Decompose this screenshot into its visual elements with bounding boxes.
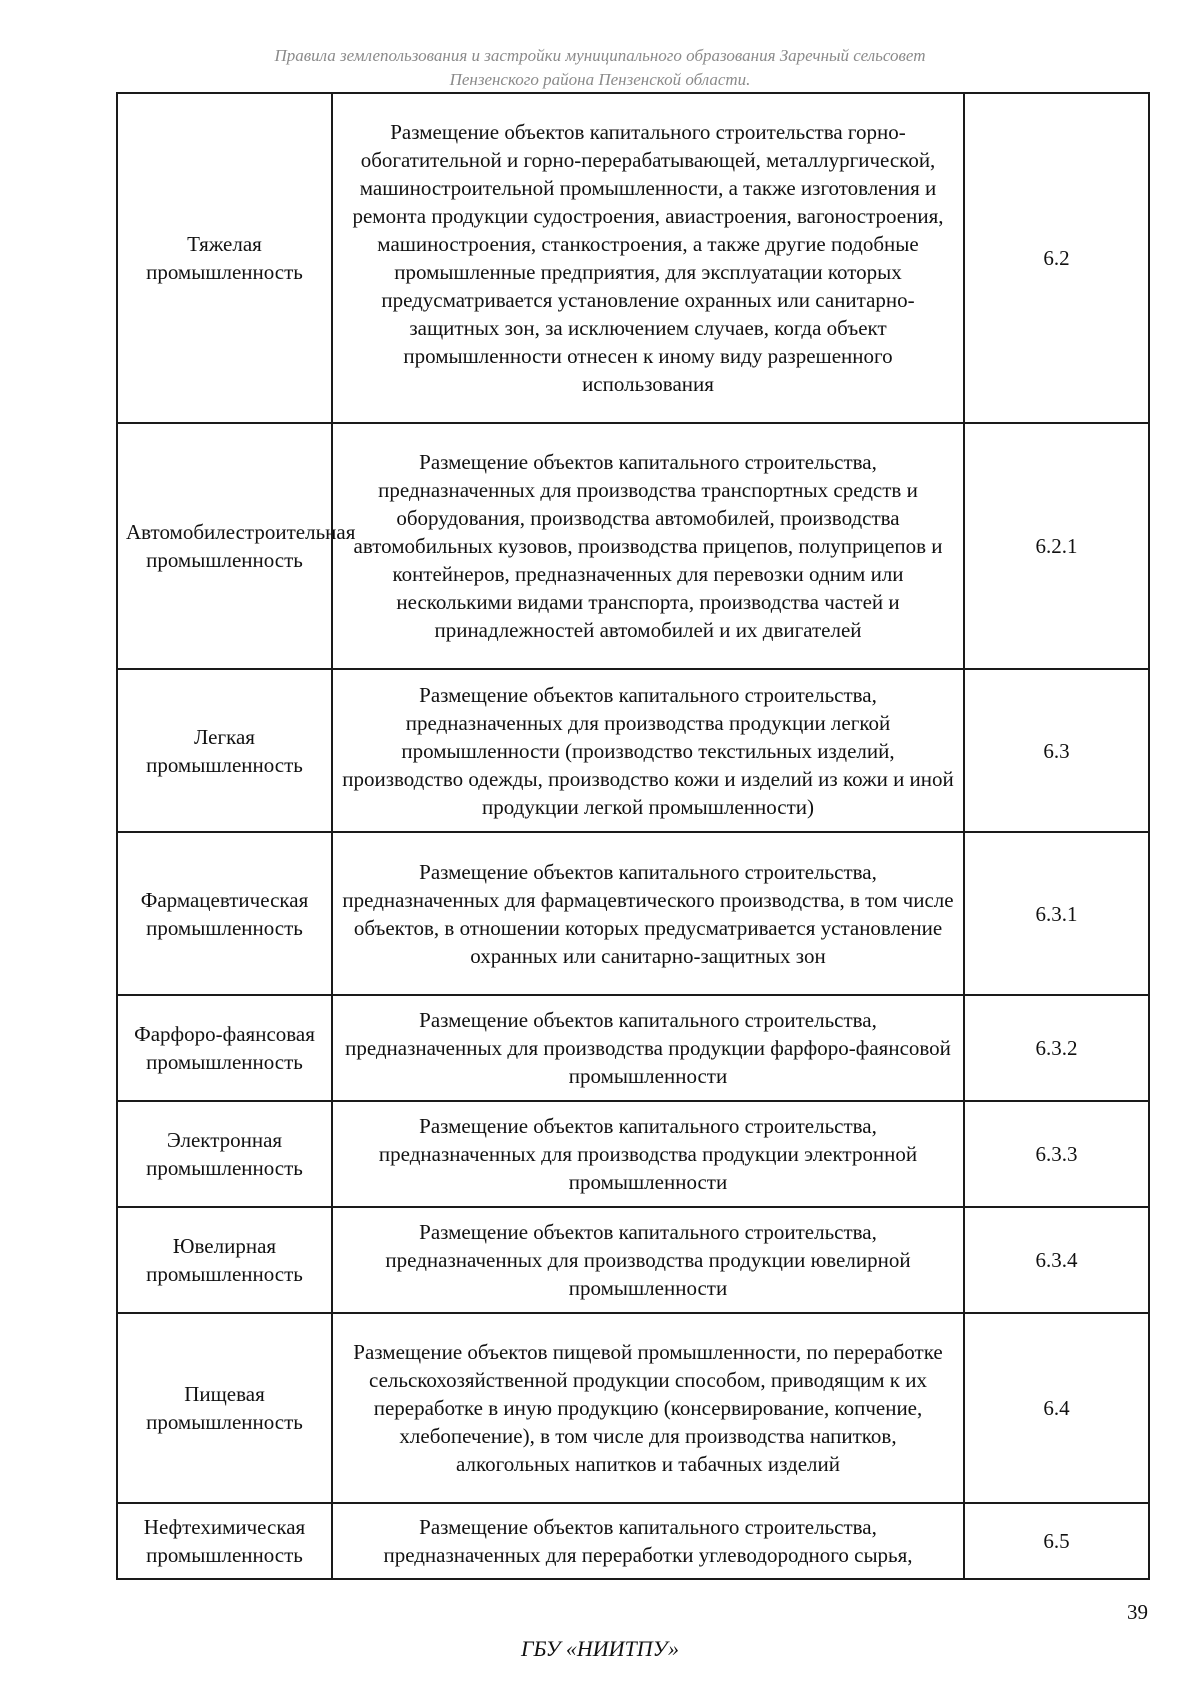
use-description-cell: Размещение объектов капитального строительства, предназначенных для производства продукции ювелирной промышленности bbox=[332, 1207, 964, 1313]
table-row bbox=[117, 832, 1149, 995]
use-description-cell: Размещение объектов капитального строительства, предназначенных для производства транспортных средств и оборудования, производства автомобилей, производства автомобильных кузовов, производства прицепов, полуприцепов и контейнеров, предназначенных для перевозки одним или несколькими видами транспорта, производства частей и принадлежностей автомобилей и их двигателей bbox=[332, 423, 964, 669]
use-name-cell: Нефтехимическая промышленность bbox=[117, 1503, 332, 1579]
table-row bbox=[117, 93, 1149, 423]
use-name-cell: Фармацевтическая промышленность bbox=[117, 832, 332, 995]
header-line-1: Правила землепользования и застройки муниципального образования Заречный сельсовет bbox=[274, 46, 926, 65]
use-code-cell: 6.2.1 bbox=[964, 423, 1149, 669]
use-description-cell: Размещение объектов пищевой промышленности, по переработке сельскохозяйственной продукции способом, приводящим к их переработке в иную продукцию (консервирование, копчение, хлебопечение), в том числе для производства напитков, алкогольных напитков и табачных изделий bbox=[332, 1313, 964, 1503]
page-footer: ГБУ «НИИТПУ» bbox=[520, 1636, 680, 1661]
use-name-cell: Фарфоро-фаянсовая промышленность bbox=[117, 995, 332, 1101]
table-row bbox=[117, 1101, 1149, 1207]
page-header bbox=[200, 44, 1000, 92]
use-name-cell: Легкая промышленность bbox=[117, 669, 332, 832]
use-code-cell: 6.3 bbox=[964, 669, 1149, 832]
use-description-cell: Размещение объектов капитального строительства, предназначенных для производства продукции электронной промышленности bbox=[332, 1101, 964, 1207]
use-code-cell: 6.3.3 bbox=[964, 1101, 1149, 1207]
use-description-cell: Размещение объектов капитального строительства, предназначенных для переработки углеводородного сырья, bbox=[332, 1503, 964, 1579]
use-code-cell: 6.4 bbox=[964, 1313, 1149, 1503]
table-row bbox=[117, 1207, 1149, 1313]
use-name-cell: Автомобилестроительная промышленность bbox=[117, 423, 332, 669]
use-code-cell: 6.2 bbox=[964, 93, 1149, 423]
table-row bbox=[117, 423, 1149, 669]
use-code-cell: 6.3.1 bbox=[964, 832, 1149, 995]
table-row bbox=[117, 995, 1149, 1101]
use-code-cell: 6.3.4 bbox=[964, 1207, 1149, 1313]
use-code-cell: 6.5 bbox=[964, 1503, 1149, 1579]
use-name-cell: Пищевая промышленность bbox=[117, 1313, 332, 1503]
land-use-table bbox=[116, 92, 1150, 1580]
use-code-cell: 6.3.2 bbox=[964, 995, 1149, 1101]
table-row bbox=[117, 669, 1149, 832]
page-number: 39 bbox=[1127, 1600, 1148, 1624]
use-description-cell: Размещение объектов капитального строительства, предназначенных для фармацевтического производства, в том числе объектов, в отношении которых предусматривается установление охранных или санитарно-защитных зон bbox=[332, 832, 964, 995]
use-description-cell: Размещение объектов капитального строительства, предназначенных для производства продукции легкой промышленности (производство текстильных изделий, производство одежды, производство кожи и изделий из кожи и иной продукции легкой промышленности) bbox=[332, 669, 964, 832]
table-row bbox=[117, 1313, 1149, 1503]
table-row bbox=[117, 1503, 1149, 1579]
header-line-2: Пензенского района Пензенской области. bbox=[449, 70, 751, 89]
use-name-cell: Ювелирная промышленность bbox=[117, 1207, 332, 1313]
use-description-cell: Размещение объектов капитального строительства горно-обогатительной и горно-перерабатывающей, металлургической, машиностроительной промышленности, а также изготовления и ремонта продукции судостроения, авиастроения, вагоностроения, машиностроения, станкостроения, а также другие подобные промышленные предприятия, для эксплуатации которых предусматривается установление охранных или санитарно-защитных зон, за исключением случаев, когда объект промышленности отнесен к иному виду разрешенного использования bbox=[332, 93, 964, 423]
use-name-cell: Электронная промышленность bbox=[117, 1101, 332, 1207]
use-name-cell: Тяжелая промышленность bbox=[117, 93, 332, 423]
use-description-cell: Размещение объектов капитального строительства, предназначенных для производства продукции фарфоро-фаянсовой промышленности bbox=[332, 995, 964, 1101]
